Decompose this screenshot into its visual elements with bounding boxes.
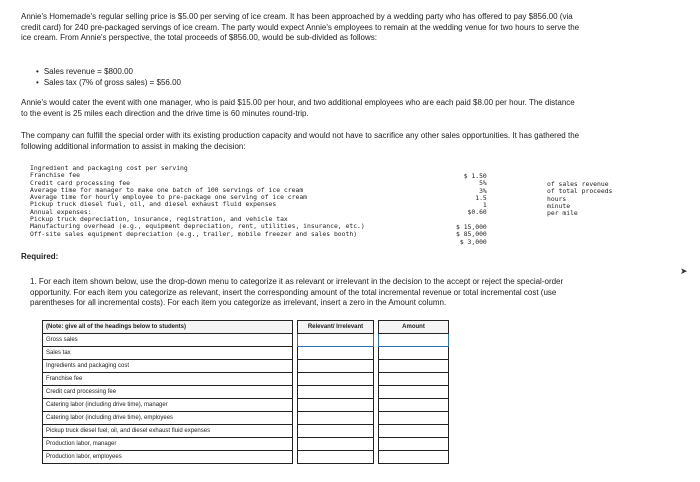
bullet-sales-tax: • Sales tax (7% of gross sales) = $56.00 (36, 77, 181, 88)
table-row (43, 347, 449, 360)
info-values: $ 1.50 5% 3% 1.5 1 $0.60 $ 15,000 $ 85,000 $ 3,000 (456, 172, 487, 246)
relevance-dropdown[interactable] (298, 347, 374, 360)
proceeds-breakdown-list (36, 66, 181, 88)
item-label: Ingredients and packaging cost (43, 360, 293, 373)
item-label: Production labor, manager (43, 438, 293, 451)
table-row (43, 412, 449, 425)
relevance-dropdown[interactable] (298, 399, 374, 412)
catering-paragraph: Annie's would cater the event with one manager, who is paid $15.00 per hour, and two additional employees who are each paid $8.00 per hour. The distance to the event is 25 miles each direction and the drive time is 60 minutes round-trip. (21, 98, 575, 118)
item-label: Sales tax (43, 347, 293, 360)
amount-input[interactable] (379, 360, 449, 373)
table-row (43, 425, 449, 438)
relevance-dropdown[interactable] (298, 438, 374, 451)
item-label: Pickup truck diesel fuel, oil, and diesel exhaust fluid expenses (43, 425, 293, 438)
amount-input[interactable] (379, 347, 449, 360)
item-label: Gross sales (43, 334, 293, 347)
relevance-dropdown[interactable] (298, 451, 374, 464)
question-text: 1. For each item shown below, use the drop-down menu to categorize it as relevant or irrelevant in the decision to the accept or reject the special-order opportunity. For each item you categorize as relevant, insert the corresponding amount of the total incremental revenue or total incremental cost (use parentheses for all incremental costs). For each item you categorize as irrelevant, insert a zero in the Amount column. (30, 277, 564, 307)
table-row (43, 334, 449, 347)
relevance-dropdown[interactable] (298, 412, 374, 425)
amount-input[interactable] (379, 451, 449, 464)
item-label: Franchise fee (43, 373, 293, 386)
relevance-dropdown[interactable] (298, 425, 374, 438)
table-row (43, 451, 449, 464)
table-row (43, 438, 449, 451)
arrow-right-icon: ➤ (680, 266, 688, 276)
header-amount: Amount (379, 321, 449, 334)
item-label: Catering labor (including drive time), employees (43, 412, 293, 425)
amount-input[interactable] (379, 386, 449, 399)
amount-input[interactable] (379, 373, 449, 386)
amount-input[interactable] (379, 438, 449, 451)
item-label: Production labor, employees (43, 451, 293, 464)
table-row (43, 373, 449, 386)
amount-input[interactable] (379, 425, 449, 438)
relevance-dropdown[interactable] (298, 334, 374, 347)
relevance-dropdown[interactable] (298, 373, 374, 386)
intro-paragraph: Annie's Homemade's regular selling price is $5.00 per serving of ice cream. It has been approached by a wedding party who has offered to pay $856.00 (via credit card) for 240 pre-packaged servings of ice cream. The party would expect Annie's employees to remain at the wedding venue for two hours to serve the ice cream. From Annie's perspective, the total proceeds of $856.00, would be sub-divided as follows: (21, 12, 580, 42)
bullet-sales-revenue: • Sales revenue = $800.00 (36, 66, 181, 77)
info-labels: Ingredient and packaging cost per serving Franchise fee Credit card processing fee Average time for manager to make one batch of 100 servings of ice cream Average time for hourly employee to pre-package one serving of ice cream Pickup truck diesel fuel, oil, and diesel exhaust fluid expenses Annual expenses: Pickup truck depreciation, insurance, registration, and vehicle tax Manufacturing overhead (e.g., equipment depreciation, rent, utilities, insurance, etc.) Off-site sales equipment depreciation (e.g., trailer, mobile freezer and sales booth) (30, 164, 365, 238)
relevance-dropdown[interactable] (298, 386, 374, 399)
header-note: (Note: give all of the headings below to students) (43, 321, 293, 334)
amount-input[interactable] (379, 334, 449, 347)
amount-input[interactable] (379, 412, 449, 425)
item-label: Catering labor (including drive time), manager (43, 399, 293, 412)
table-row (43, 399, 449, 412)
table-row (43, 386, 449, 399)
header-relevant-irrelevant: Relevant/ Irrelevant (298, 321, 374, 334)
item-label: Credit card processing fee (43, 386, 293, 399)
categorization-table (42, 320, 449, 464)
required-heading: Required: (21, 252, 59, 261)
relevance-dropdown[interactable] (298, 360, 374, 373)
table-row (43, 360, 449, 373)
table-header-row (43, 321, 449, 334)
info-units: of sales revenue of total proceeds hours minute per mile (547, 180, 613, 218)
capacity-paragraph: The company can fulfill the special order with its existing production capacity and would not have to sacrifice any other sales opportunities. It has gathered the following additional information to assist in making the decision: (21, 131, 580, 151)
amount-input[interactable] (379, 399, 449, 412)
